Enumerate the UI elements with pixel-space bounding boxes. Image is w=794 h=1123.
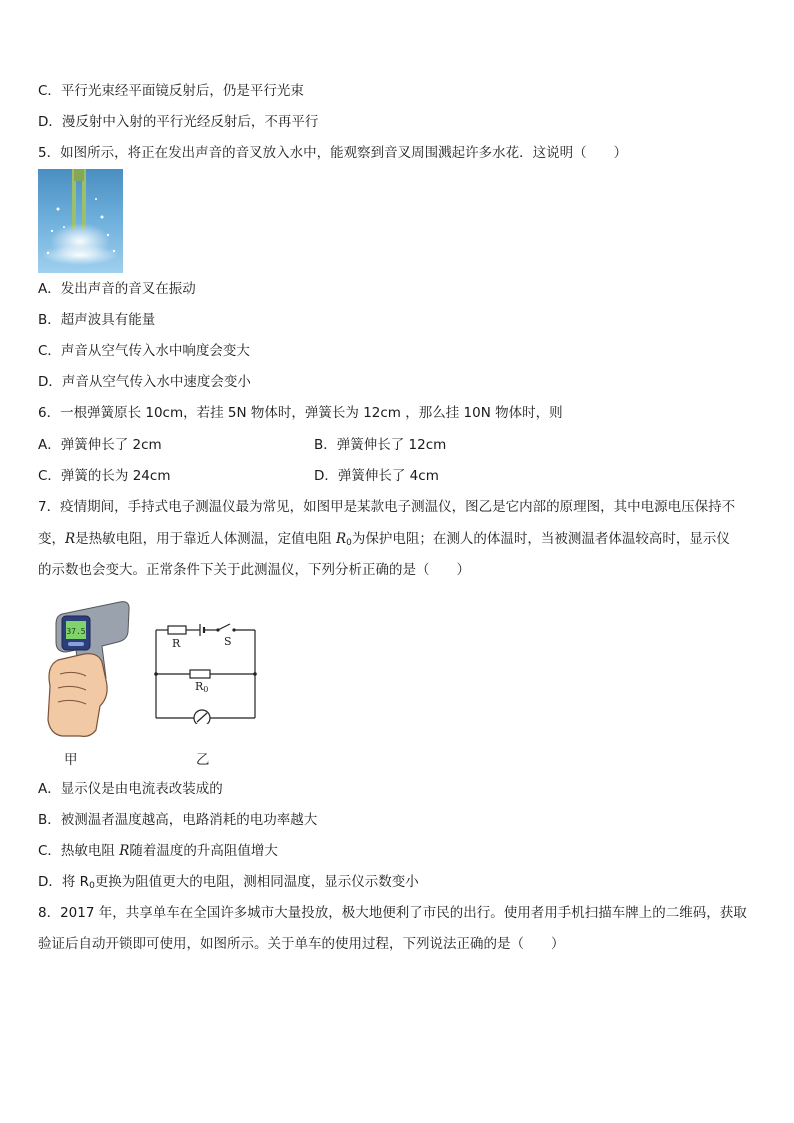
q7-option-d (38, 873, 419, 895)
q4-option-d: D．漫反射中入射的平行光经反射后，不再平行 (38, 114, 319, 130)
q7-r0-symbol: R (335, 531, 347, 547)
q4-option-c: C．平行光束经平面镜反射后，仍是平行光束 (38, 83, 304, 99)
q7-option-a: A．显示仪是由电流表改装成的 (38, 781, 223, 797)
q7-option-c-text: C．热敏电阻 (38, 843, 120, 859)
q6-stem: 6．一根弹簧原长 10cm，若挂 5N 物体时，弹簧长为 12cm ，那么挂 10N 物体时，则 (38, 405, 563, 421)
q7-text: 变， (38, 531, 65, 547)
q5-option-b: B．超声波具有能量 (38, 312, 156, 328)
q7-stem-line3: 的示数也会变大。正常条件下关于此测温仪，下列分析正确的是（ ） (38, 562, 470, 578)
q7-option-c-r-symbol: R (119, 843, 130, 859)
q7-option-d-text: 更换为阻值更大的电阻，测相同温度，显示仪示数变小 (94, 874, 419, 890)
q7-option-c-text: 随着温度的升高阻值增大 (129, 843, 278, 859)
q8-stem-line1: 8．2017 年，共享单车在全国许多城市大量投放，极大地便利了市民的出行。使用者用手机扫描车牌上的二维码，获取 (38, 905, 747, 921)
q8-stem-line2: 验证后自动开锁即可使用，如图所示。关于单车的使用过程，下列说法正确的是（ ） (38, 936, 565, 952)
q7-text: 是热敏电阻，用于靠近人体测温，定值电阻 (75, 531, 336, 547)
caption-yi: 乙 (196, 752, 210, 768)
q5-option-d: D．声音从空气传入水中速度会变小 (38, 374, 251, 390)
tuning-fork-in-water-photo (38, 169, 123, 273)
q5-stem: 5．如图所示，将正在发出声音的音叉放入水中，能观察到音叉周围溅起许多水花．这说明（ ） (38, 145, 628, 161)
device-display-reading: 37.5 (66, 627, 86, 636)
q6-option-b: B．弹簧伸长了 12cm (314, 437, 447, 453)
q5-option-c: C．声音从空气传入水中响度会变大 (38, 343, 250, 359)
q7-text: 为保护电阻；在测人的体温时，当被测温者体温较高时，显示仪 (351, 531, 730, 547)
caption-jia: 甲 (64, 752, 78, 768)
q7-stem-line2 (38, 530, 730, 552)
q7-option-c (38, 842, 278, 860)
q6-option-d: D．弹簧伸长了 4cm (314, 468, 439, 484)
label-r0-letter: R (195, 680, 204, 693)
circuit-diagram (150, 620, 262, 724)
label-r: R (172, 637, 181, 650)
q5-option-a: A．发出声音的音叉在振动 (38, 281, 196, 297)
q7-option-b: B．被测温者温度越高，电路消耗的电功率越大 (38, 812, 318, 828)
q7-stem-line1: 7．疫情期间，手持式电子测温仪最为常见，如图甲是某款电子测温仪，图乙是它内部的原理图，其中电源电压保持不 (38, 499, 736, 515)
q6-option-c: C．弹簧的长为 24cm (38, 468, 171, 484)
q7-option-d-text: D．将 R (38, 874, 90, 890)
thermometer-gun-figure (40, 596, 132, 740)
q7-option-d-subscript: 0 (89, 881, 95, 891)
label-r0 (195, 680, 208, 694)
label-s: S (224, 635, 232, 648)
label-r0-subscript: 0 (203, 685, 209, 694)
q7-r-symbol: R (65, 531, 76, 547)
q7-r0-subscript: 0 (346, 538, 352, 548)
q6-option-a: A．弹簧伸长了 2cm (38, 437, 162, 453)
